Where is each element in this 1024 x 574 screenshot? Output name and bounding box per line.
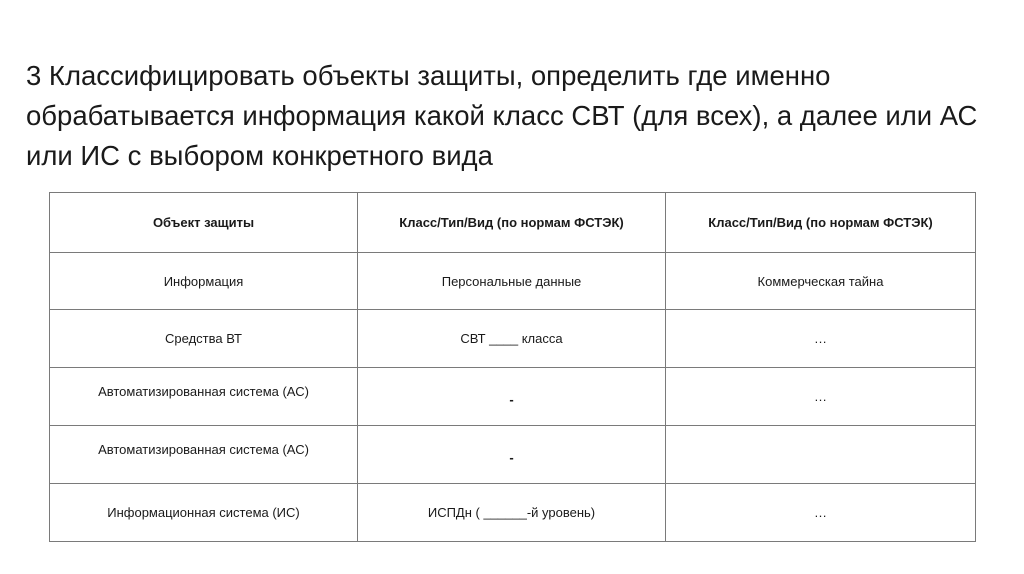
table-cell: СВТ ____ класса (358, 310, 666, 368)
header-protection-object: Объект защиты (50, 193, 358, 253)
table-cell: … (666, 484, 976, 542)
header-fstec-class-1: Класс/Тип/Вид (по нормам ФСТЭК) (358, 193, 666, 253)
table-cell: Информационная система (ИС) (50, 484, 358, 542)
table-row (50, 310, 976, 368)
table-cell: Информация (50, 253, 358, 310)
classification-table (49, 192, 976, 542)
table-row (50, 253, 976, 310)
header-fstec-class-2: Класс/Тип/Вид (по нормам ФСТЭК) (666, 193, 976, 253)
table-row (50, 368, 976, 426)
table-cell: ИСПДн ( ______-й уровень) (358, 484, 666, 542)
table-cell: … (666, 310, 976, 368)
table-cell: Автоматизированная система (АС) (50, 368, 358, 426)
table-cell: … (666, 368, 976, 426)
table-cell: - (358, 368, 666, 426)
table-cell: Коммерческая тайна (666, 253, 976, 310)
slide-title: 3 Классифицировать объекты защиты, определить где именно обрабатывается информация какой класс СВТ (для всех), а далее или АС или ИС с выбором конкретного вида (26, 60, 978, 171)
table-cell: - (358, 426, 666, 484)
table-cell (666, 426, 976, 484)
table-cell: Автоматизированная система (АС) (50, 426, 358, 484)
table-header-row (50, 193, 976, 253)
table-cell: Персональные данные (358, 253, 666, 310)
table-row (50, 484, 976, 542)
table-row (50, 426, 976, 484)
table-cell: Средства ВТ (50, 310, 358, 368)
